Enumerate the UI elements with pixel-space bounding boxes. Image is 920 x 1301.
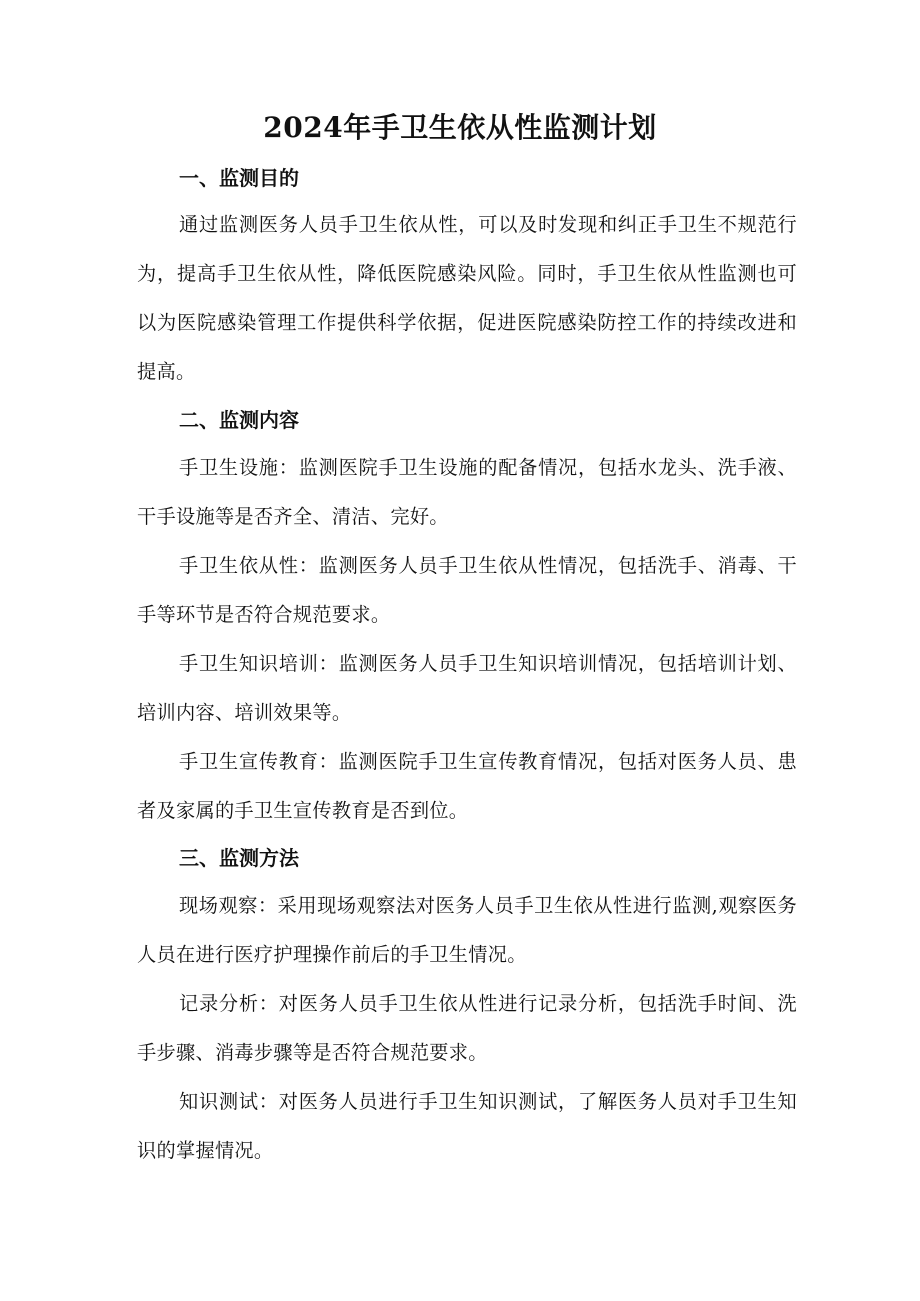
section-heading-purpose: 一、监测目的: [179, 166, 299, 190]
paragraph-compliance: 手卫生依从性：监测医务人员手卫生依从性情况，包括洗手、消毒、干手等环节是否符合规范要求。: [137, 554, 797, 626]
paragraph-purpose: 通过监测医务人员手卫生依从性，可以及时发现和纠正手卫生不规范行为，提高手卫生依从性，降低医院感染风险。同时，手卫生依从性监测也可以为医院感染管理工作提供科学依据，促进医院感染防控工作的持续改进和提高。: [137, 213, 797, 383]
paragraph-observation: 现场观察：采用现场观察法对医务人员手卫生依从性进行监测,观察医务人员在进行医疗护理操作前后的手卫生情况。: [137, 894, 797, 966]
paragraph-education: 手卫生宣传教育：监测医院手卫生宣传教育情况，包括对医务人员、患者及家属的手卫生宣传教育是否到位。: [137, 750, 797, 822]
document-title: 2024年手卫生依从性监测计划: [263, 111, 657, 144]
section-heading-content: 二、监测内容: [179, 408, 299, 432]
paragraph-training: 手卫生知识培训：监测医务人员手卫生知识培训情况，包括培训计划、培训内容、培训效果等。: [137, 652, 797, 724]
paragraph-record-analysis: 记录分析：对医务人员手卫生依从性进行记录分析，包括洗手时间、洗手步骤、消毒步骤等是否符合规范要求。: [137, 992, 797, 1064]
paragraph-knowledge-test: 知识测试：对医务人员进行手卫生知识测试，了解医务人员对手卫生知识的掌握情况。: [137, 1090, 797, 1162]
paragraph-facilities: 手卫生设施：监测医院手卫生设施的配备情况，包括水龙头、洗手液、干手设施等是否齐全、清洁、完好。: [137, 456, 797, 528]
section-heading-methods: 三、监测方法: [179, 846, 299, 870]
